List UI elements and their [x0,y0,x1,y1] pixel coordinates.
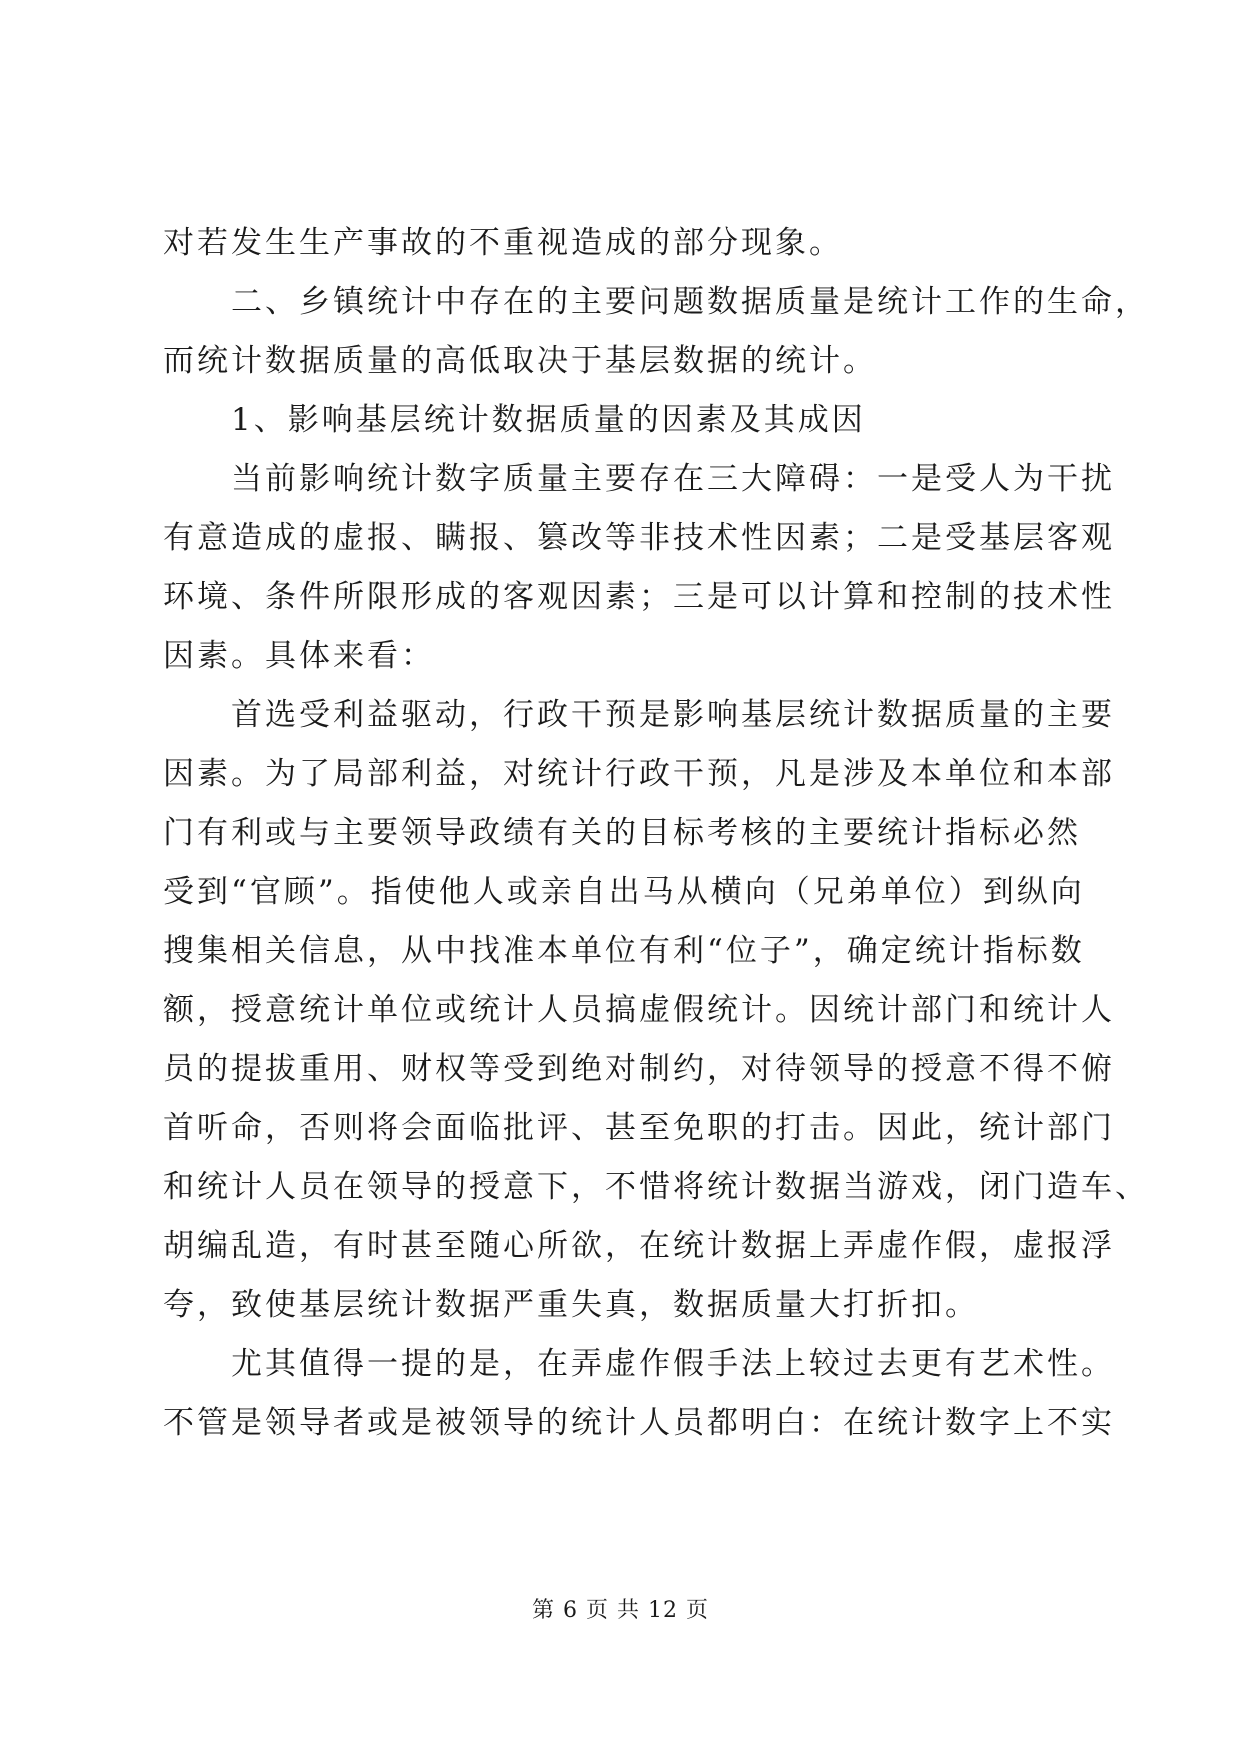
text-line: 不管是领导者或是被领导的统计人员都明白：在统计数字上不实 [163,1405,1115,1441]
section-heading-line: 二、乡镇统计中存在的主要问题数据质量是统计工作的生命， [231,284,1149,320]
text-line: 有意造成的虚报、瞒报、篡改等非技术性因素；二是受基层客观 [163,520,1115,556]
text-line: 首选受利益驱动，行政干预是影响基层统计数据质量的主要 [231,697,1115,733]
text-line: 夸，致使基层统计数据严重失真，数据质量大打折扣。 [163,1287,979,1323]
page-footer: 第 6 页 共 12 页 [532,1598,709,1623]
text-line: 和统计人员在领导的授意下，不惜将统计数据当游戏，闭门造车、 [163,1169,1149,1205]
text-line: 受到“官顾”。指使他人或亲自出马从横向（兄弟单位）到纵向 [163,874,1085,910]
text-line: 搜集相关信息，从中找准本单位有利“位子”，确定统计指标数 [163,933,1085,969]
text-line: 首听命，否则将会面临批评、甚至免职的打击。因此，统计部门 [163,1110,1115,1146]
text-line: 尤其值得一提的是，在弄虚作假手法上较过去更有艺术性。 [231,1346,1115,1382]
text-line: 对若发生生产事故的不重视造成的部分现象。 [163,225,843,261]
subsection-heading: 1、影响基层统计数据质量的因素及其成因 [231,402,866,438]
text-line: 门有利或与主要领导政绩有关的目标考核的主要统计指标必然 [163,815,1081,851]
text-line: 而统计数据质量的高低取决于基层数据的统计。 [163,343,877,379]
text-line: 因素。具体来看： [163,638,435,674]
text-line: 额，授意统计单位或统计人员搞虚假统计。因统计部门和统计人 [163,992,1115,1028]
text-line: 胡编乱造，有时甚至随心所欲，在统计数据上弄虚作假，虚报浮 [163,1228,1115,1264]
text-line: 员的提拔重用、财权等受到绝对制约，对待领导的授意不得不俯 [163,1051,1115,1087]
text-line: 环境、条件所限形成的客观因素；三是可以计算和控制的技术性 [163,579,1115,615]
text-line: 因素。为了局部利益，对统计行政干预，凡是涉及本单位和本部 [163,756,1115,792]
text-line: 当前影响统计数字质量主要存在三大障碍：一是受人为干扰 [231,461,1115,497]
